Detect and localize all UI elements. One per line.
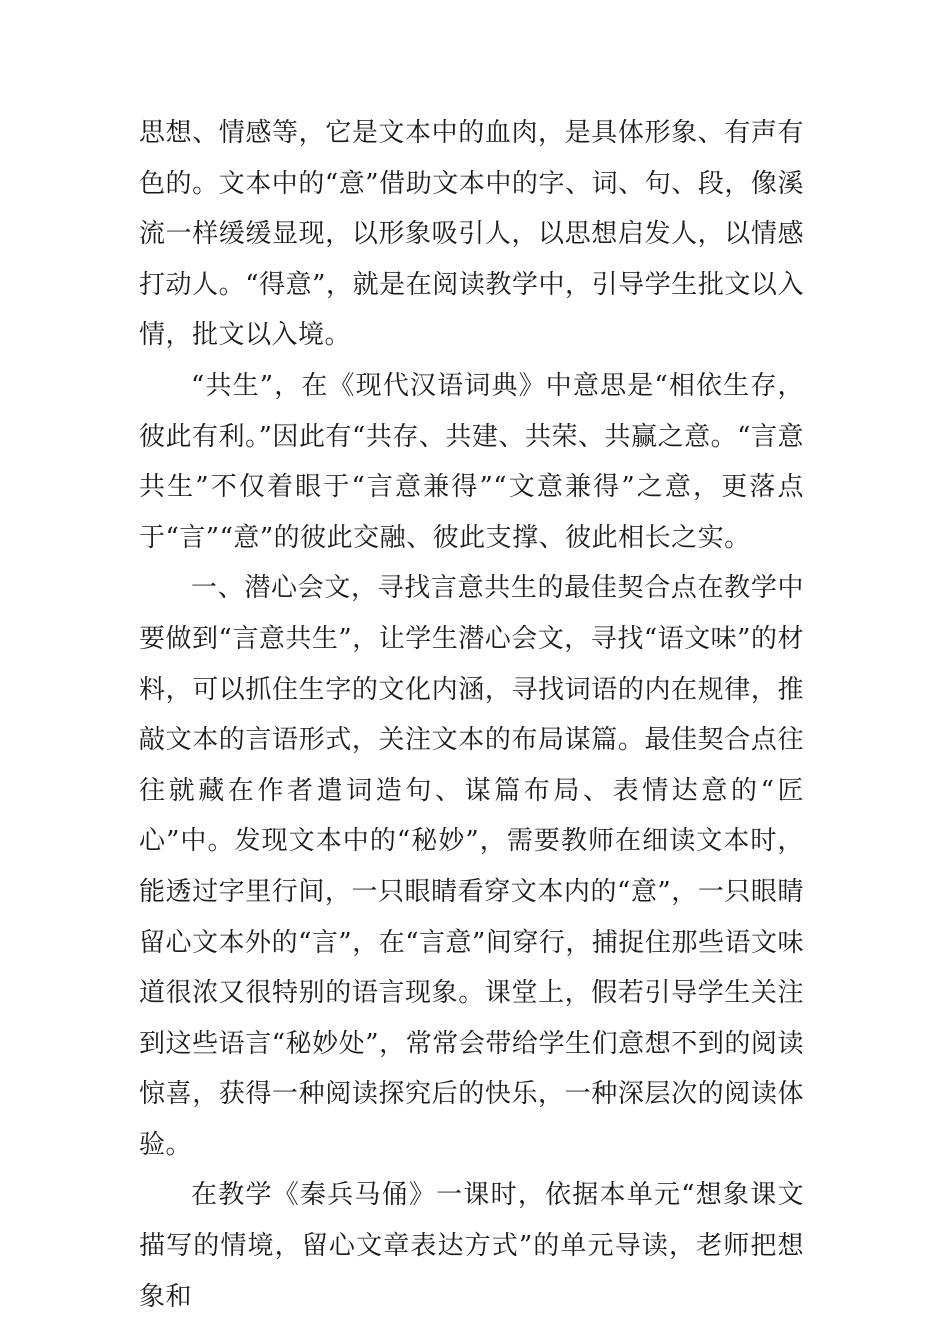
paragraph-continued: 思想、情感等，它是文本中的血肉，是具体形象、有声有色的。文本中的“意”借助文本中的字、词、句、段，像溪流一样缓缓显现，以形象吸引人，以思想启发人，以情感打动人。“得意”，就是在阅读教学中，引导学生批文以入情，批文以入境。 bbox=[139, 118, 804, 351]
paragraph-section-one: 一、潜心会文，寻找言意共生的最佳契合点在教学中要做到“言意共生”，让学生潜心会文，寻找“语文味”的材料，可以抓住生字的文化内涵，寻找词语的内在规律，推敲文本的言语形式，关注文本的布局谋篇。最佳契合点往往就藏在作者遣词造句、谋篇布局、表情达意的“匠心”中。发现文本中的“秘妙”，需要教师在细读文本时，能透过字里行间，一只眼睛看穿文本内的“意”，一只眼睛留心文本外的“言”，在“言意”间穿行，捕捉住那些语文味道很浓又很特别的语言现象。课堂上，假若引导学生关注到这些语言“秘妙处”，常常会带给学生们意想不到的阅读惊喜，获得一种阅读探究后的快乐，一种深层次的阅读体验。 bbox=[139, 573, 804, 1160]
document-body bbox=[139, 108, 804, 1322]
paragraph-gongsheng-definition: “共生”，在《现代汉语词典》中意思是“相依生存，彼此有利。”因此有“共存、共建、共荣、共赢之意。“言意共生”不仅着眼于“言意兼得”“文意兼得”之意，更落点于“言”“意”的彼此交融、彼此支撑、彼此相长之实。 bbox=[139, 370, 804, 553]
paragraph-qinbingmayong: 在教学《秦兵马俑》一课时，依据本单元“想象课文描写的情境，留心文章表达方式”的单元导读，老师把想象和 bbox=[139, 1180, 804, 1312]
